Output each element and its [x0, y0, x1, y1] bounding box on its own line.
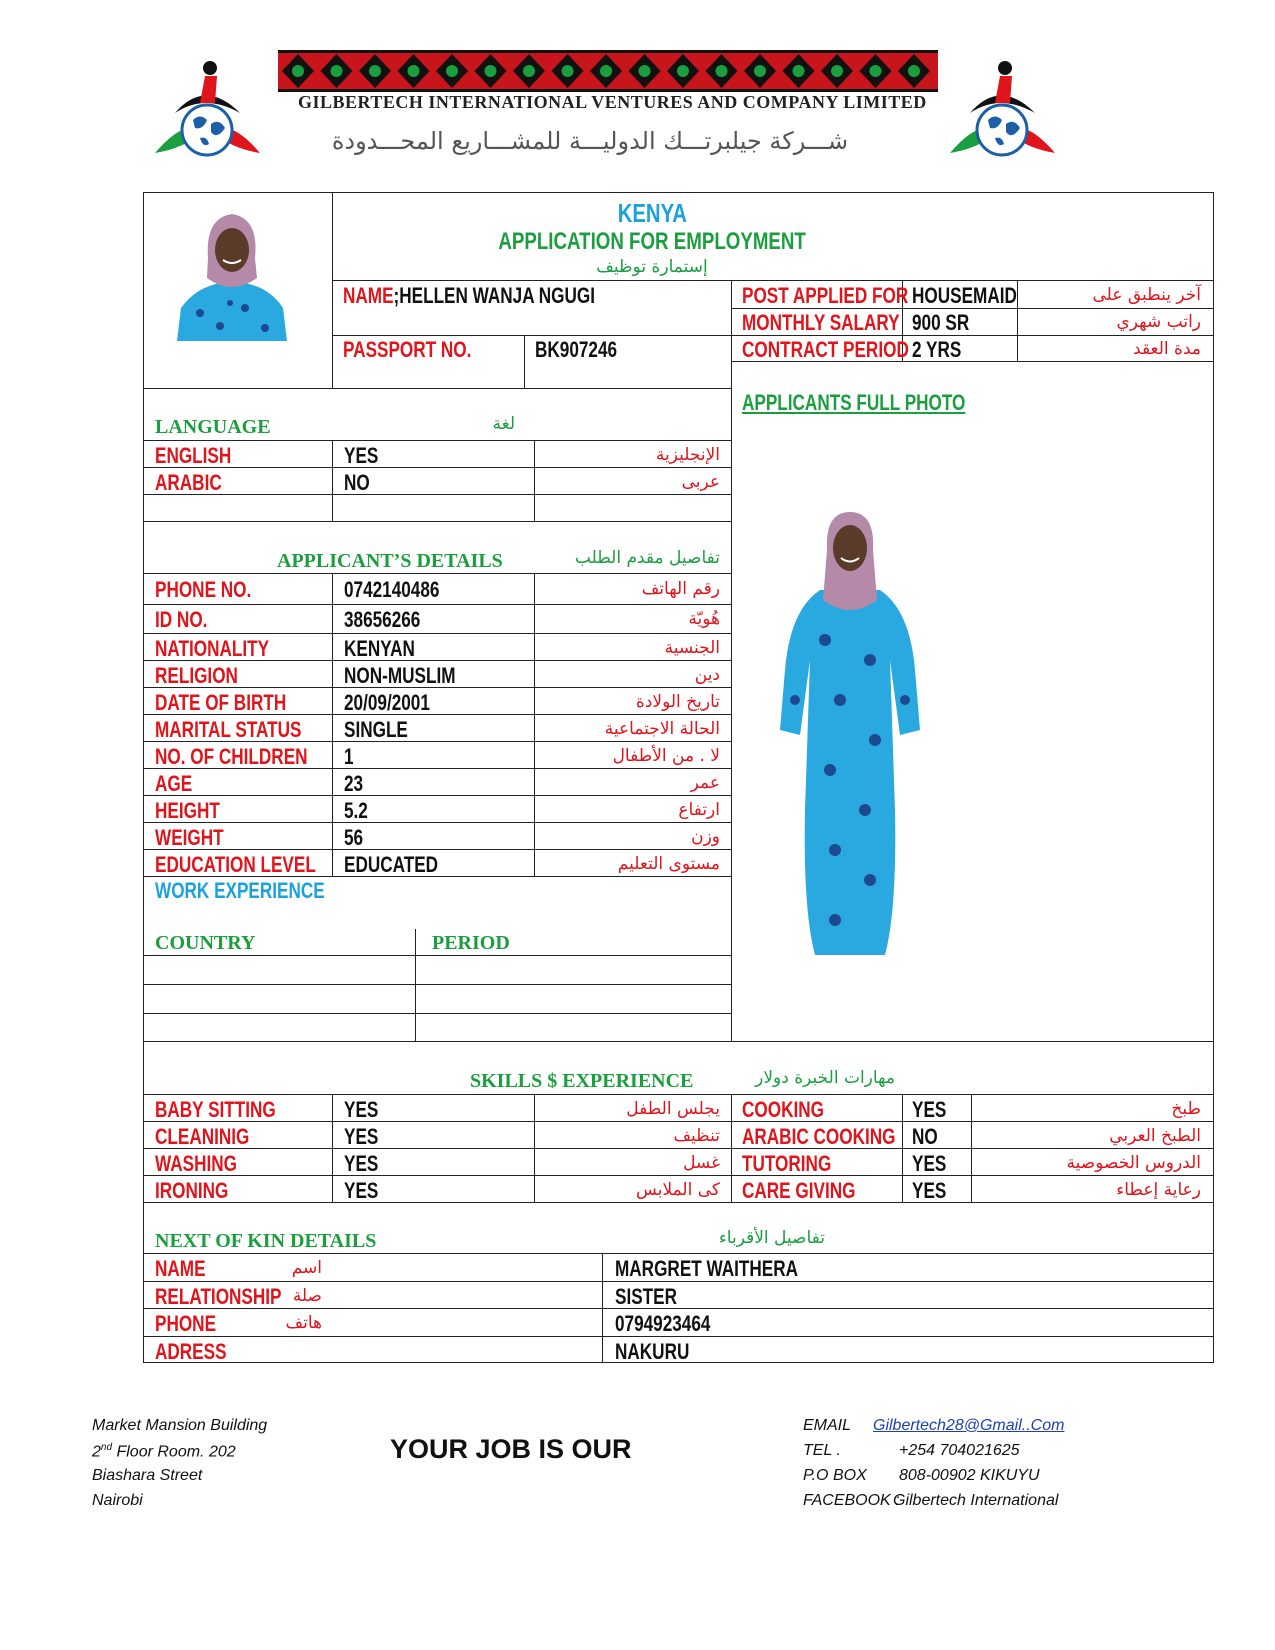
- language-label: ENGLISH: [155, 443, 232, 468]
- kin-value: SISTER: [615, 1284, 677, 1309]
- detail-label: PHONE NO.: [155, 577, 252, 602]
- company-name: GILBERTECH INTERNATIONAL VENTURES AND COMPANY LIMITED: [298, 92, 927, 112]
- kin-value: 0794923464: [615, 1311, 711, 1336]
- footer-tel-label: TEL .: [803, 1442, 841, 1459]
- applicant-full-photo: [775, 510, 925, 960]
- skill-label-arabic: الدروس الخصوصية: [1066, 1153, 1201, 1173]
- detail-label-arabic: الحالة الاجتماعية: [604, 719, 720, 739]
- table-rule: [534, 440, 535, 522]
- footer-email-label: EMAIL: [803, 1417, 852, 1434]
- language-title: LANGUAGE: [155, 416, 271, 438]
- job-label-arabic: مدة العقد: [1133, 339, 1201, 359]
- skill-value: YES: [344, 1097, 379, 1122]
- skill-value: YES: [344, 1124, 379, 1149]
- detail-label-arabic: دين: [694, 665, 720, 685]
- detail-label: MARITAL STATUS: [155, 717, 302, 742]
- detail-label-arabic: تاريخ الولادة: [635, 692, 720, 712]
- footer-facebook: Gilbertech International: [893, 1492, 1059, 1509]
- detail-value: EDUCATED: [344, 852, 439, 877]
- table-rule: [534, 1094, 535, 1203]
- detail-label: EDUCATION LEVEL: [155, 852, 316, 877]
- table-rule: [731, 1094, 732, 1203]
- detail-label-arabic: لا . من الأطفال: [612, 746, 720, 766]
- full-photo-label: APPLICANTS FULL PHOTO: [742, 390, 966, 415]
- kin-title: NEXT OF KIN DETAILS: [155, 1230, 377, 1252]
- work-experience-title: WORK EXPERIENCE: [155, 878, 325, 903]
- table-rule: [534, 573, 535, 877]
- skill-value: YES: [912, 1097, 947, 1122]
- job-value: HOUSEMAID: [912, 283, 1017, 308]
- language-label-arabic: الإنجليزية: [655, 445, 720, 465]
- detail-value: 38656266: [344, 607, 421, 632]
- table-rule: [332, 440, 333, 522]
- detail-label: DATE OF BIRTH: [155, 690, 287, 715]
- detail-value: 23: [344, 771, 364, 796]
- logo-right: [940, 58, 1065, 168]
- skill-label: IRONING: [155, 1178, 229, 1203]
- language-title-arabic: لغة: [492, 414, 515, 434]
- company-name-arabic: شـــركة جيلبرتـــك الدوليـــة للمشـــاريع المحـــدودة: [331, 127, 849, 155]
- detail-value: KENYAN: [344, 636, 415, 661]
- footer-pobox-label: P.O BOX: [803, 1467, 867, 1484]
- detail-value: SINGLE: [344, 717, 408, 742]
- table-rule: [1213, 192, 1214, 1363]
- footer-tel: +254 704021625: [899, 1442, 1020, 1459]
- job-value: 900 SR: [912, 310, 970, 335]
- kin-label-arabic: هاتف: [285, 1313, 322, 1333]
- footer-address-3: Biashara Street: [92, 1467, 203, 1484]
- footer-email-link[interactable]: Gilbertech28@Gmail..Com: [873, 1417, 1065, 1434]
- detail-label-arabic: رقم الهاتف: [641, 579, 720, 599]
- detail-label-arabic: هُويّة: [688, 609, 720, 629]
- table-rule: [524, 335, 525, 389]
- table-rule: [143, 795, 732, 796]
- skill-label: WASHING: [155, 1151, 237, 1176]
- detail-value: 0742140486: [344, 577, 440, 602]
- skill-label-arabic: تنظيف: [673, 1126, 720, 1146]
- skill-label-arabic: كى الملابس: [636, 1180, 720, 1200]
- skill-label: COOKING: [742, 1097, 824, 1122]
- table-rule: [143, 440, 732, 441]
- details-title: APPLICANT’S DETAILS: [277, 550, 503, 572]
- table-rule: [143, 192, 1214, 193]
- table-rule: [143, 984, 732, 985]
- skill-label-arabic: غسل: [683, 1153, 720, 1173]
- skill-label: CLEANINIG: [155, 1124, 250, 1149]
- kin-label: ADRESS: [155, 1339, 227, 1364]
- table-rule: [332, 280, 1213, 281]
- detail-label: NO. OF CHILDREN: [155, 744, 308, 769]
- table-rule: [143, 1175, 1214, 1176]
- detail-label-arabic: الجنسية: [664, 638, 720, 658]
- language-value: YES: [344, 443, 379, 468]
- footer-slogan: YOUR JOB IS OUR: [390, 1434, 632, 1464]
- table-rule: [143, 1148, 1214, 1149]
- detail-value: 5.2: [344, 798, 368, 823]
- skills-title: SKILLS $ EXPERIENCE: [470, 1070, 694, 1092]
- detail-label-arabic: عمر: [690, 773, 720, 793]
- table-rule: [143, 1041, 1214, 1042]
- detail-label: RELIGION: [155, 663, 238, 688]
- kin-label: NAME: [155, 1256, 206, 1281]
- table-rule: [143, 1094, 1214, 1095]
- col-period: PERIOD: [432, 932, 510, 954]
- footer-pobox: 808-00902 KIKUYU: [899, 1467, 1040, 1484]
- detail-label: HEIGHT: [155, 798, 220, 823]
- detail-label: NATIONALITY: [155, 636, 270, 661]
- skill-value: YES: [912, 1178, 947, 1203]
- detail-label-arabic: ارتفاع: [678, 800, 720, 820]
- detail-value: 56: [344, 825, 364, 850]
- table-rule: [143, 521, 732, 522]
- detail-label: ID NO.: [155, 607, 208, 632]
- skill-label: CARE GIVING: [742, 1178, 856, 1203]
- table-rule: [143, 633, 732, 634]
- job-label: CONTRACT PERIOD: [742, 337, 909, 362]
- company-banner: [278, 50, 938, 92]
- col-country: COUNTRY: [155, 932, 256, 954]
- applicant-portrait: [175, 208, 290, 341]
- footer-address-2: 2nd Floor Room. 202: [92, 1442, 236, 1461]
- applicant-name: NAME;HELLEN WANJA NGUGI: [343, 283, 596, 308]
- table-rule: [143, 955, 732, 956]
- detail-label: WEIGHT: [155, 825, 224, 850]
- table-rule: [143, 1013, 732, 1014]
- detail-label: AGE: [155, 771, 193, 796]
- job-label: POST APPLIED FOR: [742, 283, 909, 308]
- detail-value: 1: [344, 744, 354, 769]
- detail-value: NON-MUSLIM: [344, 663, 456, 688]
- kin-label: PHONE: [155, 1311, 217, 1336]
- detail-value: 20/09/2001: [344, 690, 430, 715]
- passport-value: BK907246: [535, 337, 618, 362]
- form-title: APPLICATION FOR EMPLOYMENT: [498, 228, 806, 255]
- country-title: KENYA: [617, 198, 687, 228]
- table-rule: [143, 604, 732, 605]
- table-rule: [332, 1094, 333, 1203]
- skill-label: ARABIC COOKING: [742, 1124, 896, 1149]
- job-label-arabic: راتب شهري: [1116, 312, 1201, 332]
- kin-value: MARGRET WAITHERA: [615, 1256, 799, 1281]
- skill-label-arabic: يجلس الطفل: [626, 1099, 720, 1119]
- footer-address-1: Market Mansion Building: [92, 1417, 268, 1434]
- details-title-arabic: تفاصيل مقدم الطلب: [574, 548, 720, 568]
- skill-value: NO: [912, 1124, 938, 1149]
- form-title-arabic: إستمارة توظيف: [596, 257, 708, 277]
- kin-title-arabic: تفاصيل الأقرباء: [718, 1228, 825, 1248]
- detail-label-arabic: وزن: [691, 827, 720, 847]
- skill-label-arabic: الطبخ العربي: [1109, 1126, 1201, 1146]
- footer-address-4: Nairobi: [92, 1492, 143, 1509]
- table-rule: [143, 192, 144, 1363]
- kin-value: NAKURU: [615, 1339, 690, 1364]
- job-label: MONTHLY SALARY: [742, 310, 900, 335]
- passport-label: PASSPORT NO.: [343, 337, 472, 362]
- detail-label-arabic: مستوى التعليم: [617, 854, 720, 874]
- table-rule: [731, 280, 732, 1042]
- table-rule: [143, 388, 732, 389]
- skill-value: YES: [344, 1178, 379, 1203]
- job-value: 2 YRS: [912, 337, 962, 362]
- skill-label-arabic: طبخ: [1171, 1099, 1201, 1119]
- logo-left: [145, 58, 270, 168]
- table-rule: [143, 1253, 1214, 1254]
- table-rule: [143, 573, 732, 574]
- skill-label: TUTORING: [742, 1151, 832, 1176]
- table-rule: [602, 1253, 603, 1363]
- skill-label-arabic: رعاية إعطاء: [1116, 1180, 1201, 1200]
- kin-label-arabic: صلة: [292, 1286, 322, 1306]
- language-value: NO: [344, 470, 370, 495]
- footer-facebook-label: FACEBOOK :: [803, 1492, 900, 1509]
- skills-title-arabic: مهارات الخبرة دولار: [755, 1068, 895, 1088]
- kin-label-arabic: اسم: [291, 1258, 322, 1278]
- skill-label: BABY SITTING: [155, 1097, 276, 1122]
- table-rule: [971, 1094, 972, 1203]
- table-rule: [143, 1202, 1214, 1203]
- language-label-arabic: عربى: [681, 472, 720, 492]
- language-label: ARABIC: [155, 470, 222, 495]
- skill-value: YES: [912, 1151, 947, 1176]
- kin-label: RELATIONSHIP: [155, 1284, 282, 1309]
- table-rule: [415, 929, 416, 1042]
- job-label-arabic: آخر ينطبق على: [1092, 285, 1201, 305]
- skill-value: YES: [344, 1151, 379, 1176]
- table-rule: [332, 335, 732, 336]
